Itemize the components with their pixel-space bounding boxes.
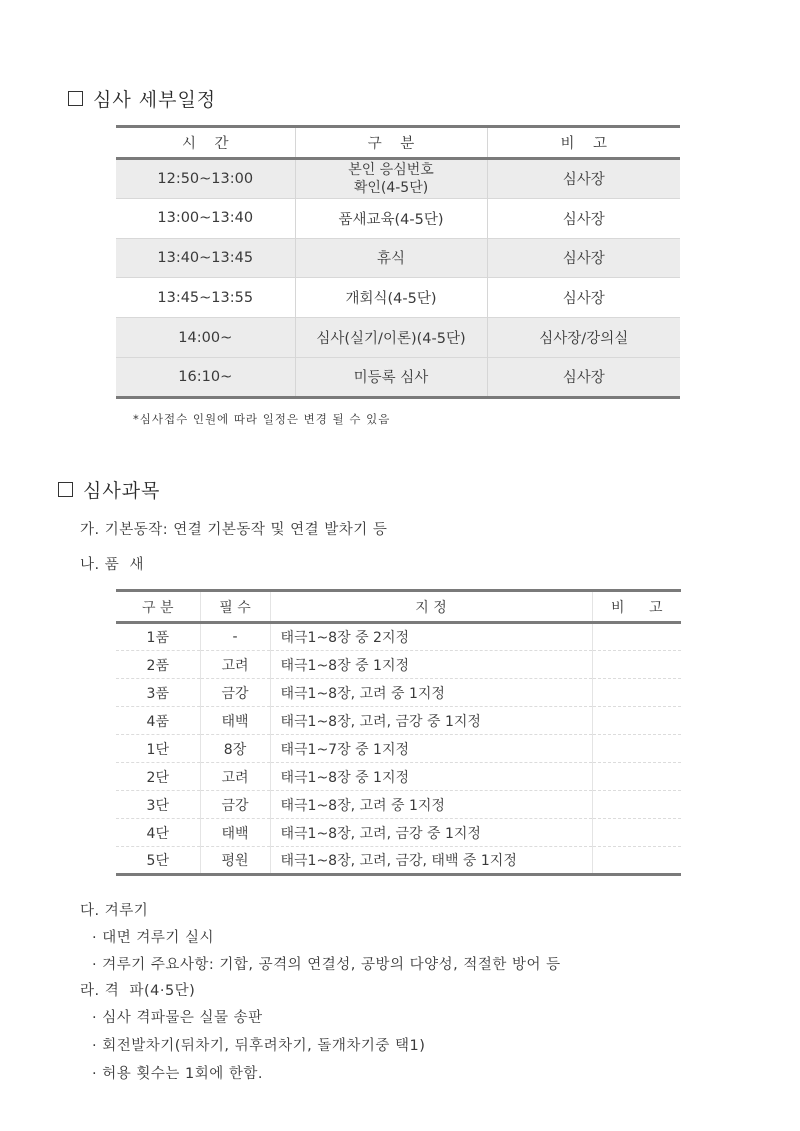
schedule-category-line1: 본인 응심번호: [348, 161, 434, 178]
poomsae-grade: 5단: [146, 853, 169, 869]
breaking-bullet: · 회전발차기(뒤차기, 뒤후려차기, 돌개차기중 택1): [92, 1038, 426, 1054]
schedule-row: [116, 318, 680, 358]
breaking-bullet: · 허용 횟수는 1회에 한함.: [92, 1066, 263, 1082]
poomsae-designated: 태극1~7장 중 1지정: [270, 735, 592, 763]
section-title-subjects: [58, 476, 160, 503]
schedule-note: 심사장: [487, 198, 680, 238]
schedule-note: 심사장: [487, 238, 680, 278]
poomsae-grade: 4단: [146, 825, 169, 842]
schedule-note: 심사장/강의실: [487, 318, 680, 358]
section-title-subjects-text: 심사과목: [83, 480, 161, 502]
poomsae-remarks: [592, 679, 681, 707]
poomsae-remarks: [592, 791, 681, 819]
poomsae-row: [116, 651, 681, 679]
item-poomsae: 나. 품 새: [80, 557, 144, 573]
poomsae-header-row: [116, 591, 681, 623]
poomsae-required: 8장: [200, 735, 270, 763]
poomsae-required: 금강: [200, 791, 270, 819]
header-remarks: 비 고: [592, 591, 681, 623]
schedule-category-line2: 확인(4-5단): [353, 179, 429, 196]
schedule-category: 개회식(4-5단): [295, 278, 487, 318]
poomsae-required: 태백: [200, 707, 270, 735]
poomsae-table: [116, 589, 681, 876]
poomsae-row: [116, 735, 681, 763]
poomsae-required: -: [200, 623, 270, 651]
poomsae-remarks: [592, 623, 681, 651]
schedule-note: 심사장: [487, 278, 680, 318]
schedule-category: [295, 159, 487, 199]
schedule-row: [116, 159, 680, 199]
schedule-note: 심사장: [487, 357, 680, 397]
checkbox-icon: [58, 482, 73, 497]
breaking-bullet: · 심사 격파물은 실물 송판: [92, 1010, 263, 1026]
schedule-category: 심사(실기/이론)(4-5단): [295, 318, 487, 358]
schedule-time: 12:50~13:00: [157, 170, 254, 187]
poomsae-designated: 태극1~8장, 고려, 금강, 태백 중 1지정: [270, 847, 592, 875]
checkbox-icon: [68, 91, 83, 106]
schedule-category: 휴식: [295, 238, 487, 278]
poomsae-grade: 1품: [146, 630, 169, 646]
header-time: 시 간: [182, 136, 229, 152]
poomsae-grade: 2품: [146, 657, 169, 674]
item-sparring: 다. 겨루기: [80, 903, 149, 919]
poomsae-remarks: [592, 819, 681, 847]
poomsae-designated: 태극1~8장 중 2지정: [270, 623, 592, 651]
poomsae-designated: 태극1~8장 중 1지정: [270, 651, 592, 679]
poomsae-designated: 태극1~8장, 고려 중 1지정: [270, 679, 592, 707]
poomsae-remarks: [592, 651, 681, 679]
schedule-row: [116, 357, 680, 397]
poomsae-required: 금강: [200, 679, 270, 707]
schedule-row: [116, 278, 680, 318]
schedule-category: 미등록 심사: [295, 357, 487, 397]
poomsae-required: 고려: [200, 651, 270, 679]
item-breaking: 라. 격 파(4·5단): [80, 983, 196, 999]
poomsae-row: [116, 623, 681, 651]
poomsae-remarks: [592, 847, 681, 875]
poomsae-remarks: [592, 735, 681, 763]
schedule-row: [116, 238, 680, 278]
poomsae-required: 고려: [200, 763, 270, 791]
poomsae-required: 태백: [200, 819, 270, 847]
schedule-time: 16:10~: [178, 368, 233, 385]
item-basic-motion: 가. 기본동작: 연결 기본동작 및 연결 발차기 등: [80, 522, 388, 538]
poomsae-designated: 태극1~8장, 고려 중 1지정: [270, 791, 592, 819]
schedule-row: [116, 198, 680, 238]
poomsae-grade: 4품: [146, 713, 169, 730]
schedule-category: 품새교육(4-5단): [295, 198, 487, 238]
header-required: 필 수: [200, 591, 270, 623]
poomsae-grade: 1단: [146, 741, 169, 758]
schedule-header-row: [116, 127, 680, 159]
schedule-time: 14:00~: [178, 329, 233, 346]
poomsae-designated: 태극1~8장 중 1지정: [270, 763, 592, 791]
poomsae-designated: 태극1~8장, 고려, 금강 중 1지정: [270, 819, 592, 847]
poomsae-row: [116, 791, 681, 819]
poomsae-row: [116, 707, 681, 735]
poomsae-row: [116, 819, 681, 847]
sparring-bullet: · 겨루기 주요사항: 기합, 공격의 연결성, 공방의 다양성, 적절한 방어 등: [92, 957, 561, 973]
poomsae-designated: 태극1~8장, 고려, 금강 중 1지정: [270, 707, 592, 735]
poomsae-grade: 3단: [146, 797, 169, 814]
poomsae-row: [116, 763, 681, 791]
schedule-time: 13:40~13:45: [157, 249, 254, 266]
poomsae-remarks: [592, 763, 681, 791]
schedule-time: 13:00~13:40: [157, 210, 254, 227]
header-category: 구 분: [295, 127, 487, 159]
poomsae-row: [116, 847, 681, 875]
poomsae-required: 평원: [200, 847, 270, 875]
sparring-bullet: · 대면 겨루기 실시: [92, 930, 214, 946]
poomsae-grade: 3품: [146, 685, 169, 702]
poomsae-grade: 2단: [146, 769, 169, 786]
schedule-note: 심사장: [487, 159, 680, 199]
header-designated: 지 정: [270, 591, 592, 623]
section-title-schedule-text: 심사 세부일정: [93, 89, 217, 111]
header-note: 비 고: [487, 127, 680, 159]
schedule-footnote: *심사접수 인원에 따라 일정은 변경 될 수 있음: [133, 412, 391, 426]
header-grade: 구 분: [142, 599, 174, 616]
poomsae-row: [116, 679, 681, 707]
schedule-time: 13:45~13:55: [157, 289, 254, 306]
poomsae-remarks: [592, 707, 681, 735]
section-title-schedule: [68, 85, 216, 112]
schedule-table: [116, 125, 680, 399]
